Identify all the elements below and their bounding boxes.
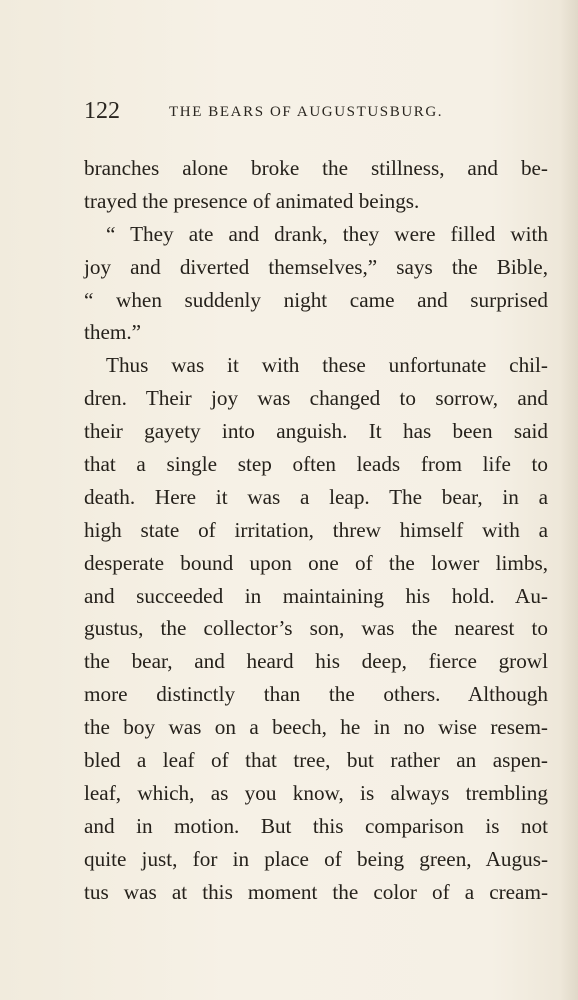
text-line: joy and diverted themselves,” says the Bible, xyxy=(84,254,548,279)
text-line: quite just, for in place of being green, Augus- xyxy=(84,846,548,871)
page-edge-shadow xyxy=(560,0,578,1000)
text-line: more distinctly than the others. Although xyxy=(84,682,548,707)
text-line: trayed the presence of animated beings. xyxy=(84,188,420,213)
text-line: desperate bound upon one of the lower limbs, xyxy=(84,550,548,575)
text-line: and succeeded in maintaining his hold. Au- xyxy=(84,583,548,608)
text-line: leaf, which, as you know, is always trembling xyxy=(84,780,548,805)
text-line: the boy was on a beech, he in no wise resem- xyxy=(84,715,548,740)
text-line: the bear, and heard his deep, fierce growl xyxy=(84,649,548,674)
text-line: gustus, the collector’s son, was the nearest to xyxy=(84,616,548,641)
text-line: and in motion. But this comparison is not xyxy=(84,813,548,838)
text-line: dren. Their joy was changed to sorrow, and xyxy=(84,386,548,411)
text-line: that a single step often leads from life to xyxy=(84,452,548,477)
text-line: bled a leaf of that tree, but rather an aspen- xyxy=(84,748,548,773)
text-line: death. Here it was a leap. The bear, in a xyxy=(84,484,548,509)
text-line: “ They ate and drank, they were filled with xyxy=(106,221,548,246)
text-line: branches alone broke the stillness, and be- xyxy=(84,156,548,180)
body-text xyxy=(84,152,548,908)
text-line: their gayety into anguish. It has been said xyxy=(84,419,548,444)
text-line: tus was at this moment the color of a cream- xyxy=(84,879,548,904)
page-number: 122 xyxy=(84,98,120,124)
text-line: Thus was it with these unfortunate chil- xyxy=(106,353,548,378)
page-header xyxy=(84,96,554,126)
running-title: THE BEARS OF AUGUSTUSBURG. xyxy=(169,104,444,120)
text-line: them.” xyxy=(84,320,142,345)
text-line: high state of irritation, threw himself with a xyxy=(84,517,548,542)
text-line: “ when suddenly night came and surprised xyxy=(84,287,548,312)
